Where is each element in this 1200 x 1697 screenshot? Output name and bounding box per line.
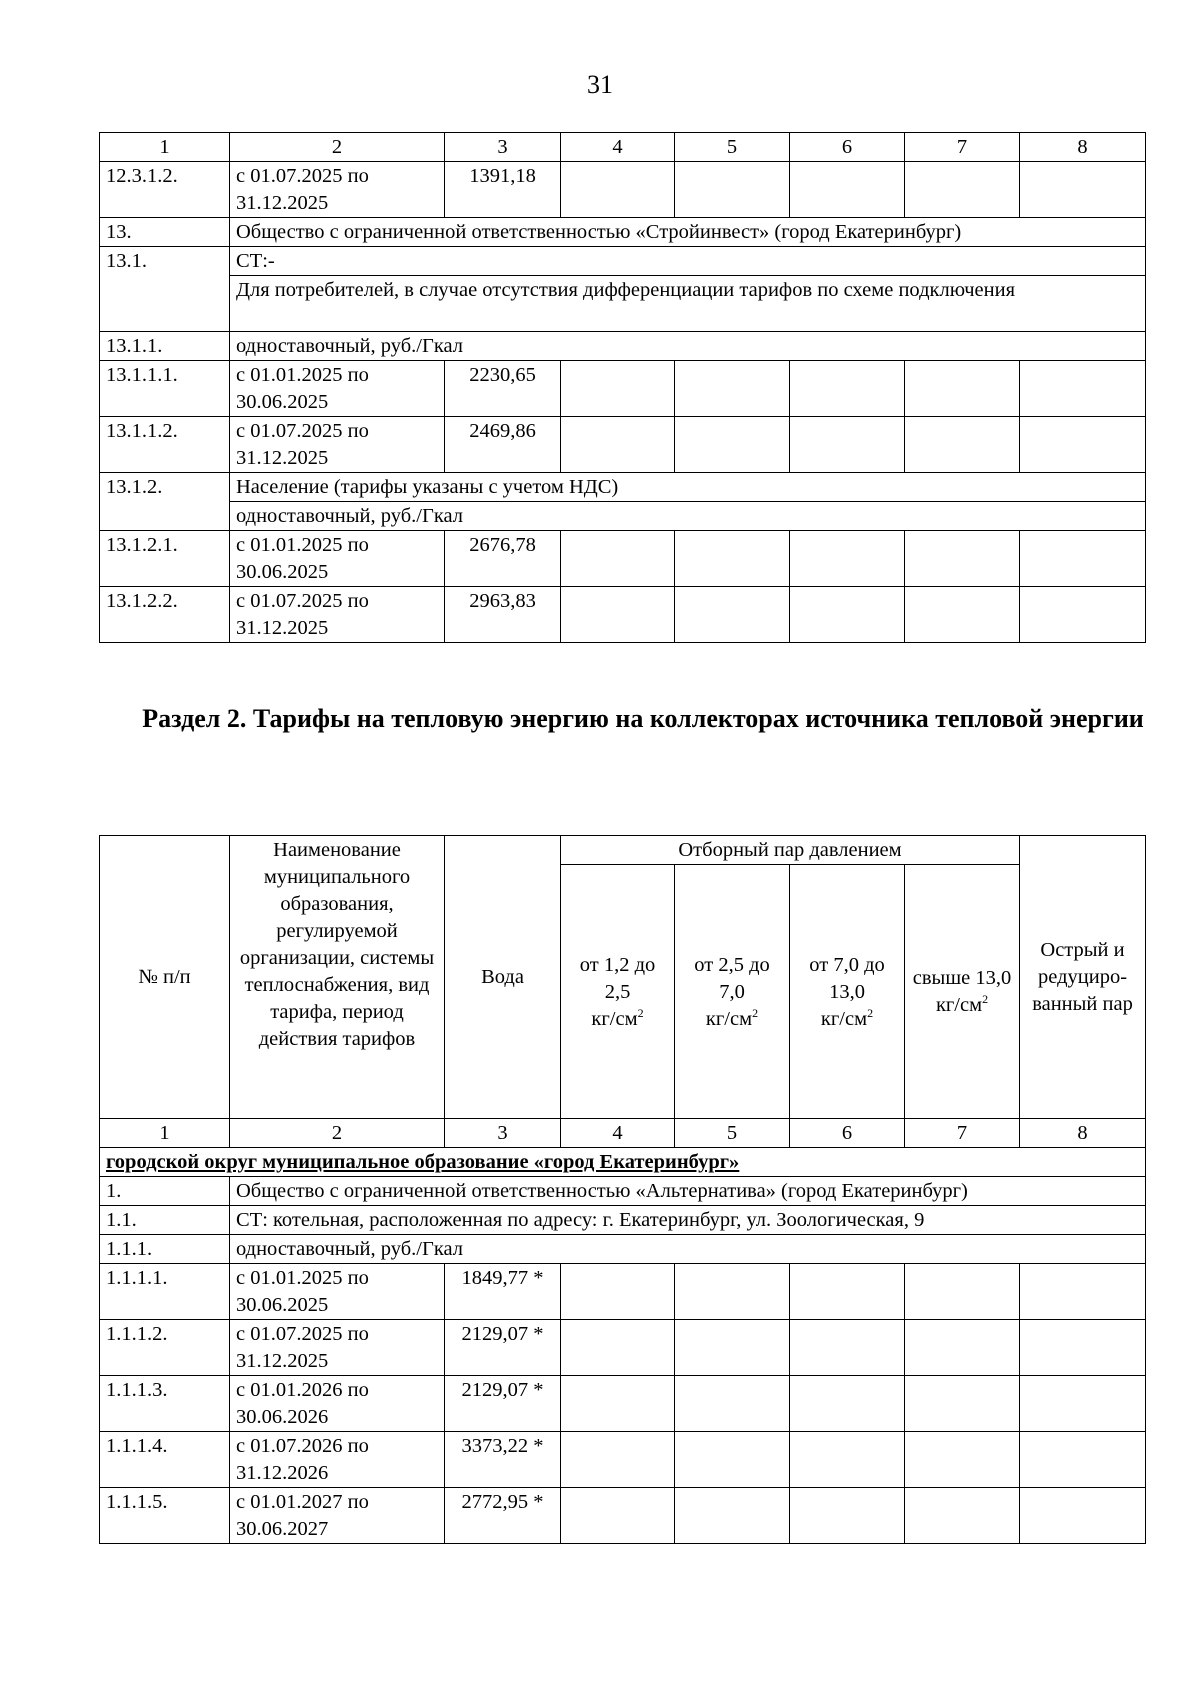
header-row — [100, 836, 1146, 865]
table-row — [100, 1432, 1146, 1488]
empty-cell — [561, 1376, 675, 1432]
collector-tariff-table — [99, 835, 1146, 1544]
table-row — [100, 1235, 1146, 1264]
pressure-range: от 1,2 до 2,5 — [579, 953, 656, 1003]
table-row — [100, 361, 1146, 417]
col-number: 7 — [905, 133, 1020, 162]
empty-cell — [790, 361, 905, 417]
tariff-value: 2963,83 — [445, 587, 561, 643]
col-number: 7 — [905, 1119, 1020, 1148]
consumer-group: Население (тарифы указаны с учетом НДС) — [230, 473, 1146, 502]
empty-cell — [561, 1264, 675, 1320]
empty-cell — [675, 1488, 790, 1544]
organization-name: Общество с ограниченной ответственностью «Стройинвест» (город Екатеринбург) — [230, 218, 1146, 247]
pressure-unit — [681, 1006, 783, 1033]
empty-cell — [675, 162, 790, 218]
empty-cell — [675, 1376, 790, 1432]
empty-cell — [1020, 1432, 1146, 1488]
system-label: СТ: котельная, расположенная по адресу: г. Екатеринбург, ул. Зоологическая, 9 — [230, 1206, 1146, 1235]
table-row — [100, 502, 1146, 531]
municipality-name: городской округ муниципальное образование «город Екатеринбург» — [100, 1148, 1146, 1177]
col-number: 2 — [230, 1119, 445, 1148]
tariff-value: 3373,22 * — [445, 1432, 561, 1488]
table-row — [100, 276, 1146, 332]
table-row — [100, 162, 1146, 218]
col-number: 3 — [445, 133, 561, 162]
empty-cell — [905, 587, 1020, 643]
empty-cell — [561, 361, 675, 417]
tariff-period: с 01.01.2026 по 30.06.2026 — [230, 1376, 445, 1432]
empty-cell — [561, 531, 675, 587]
empty-cell — [675, 587, 790, 643]
empty-cell — [905, 531, 1020, 587]
unit-text: кг/см — [591, 1007, 638, 1030]
page-number: 31 — [587, 70, 613, 99]
table-row — [100, 417, 1146, 473]
empty-cell — [561, 587, 675, 643]
header-pressure-3 — [790, 865, 905, 1119]
header-water: Вода — [445, 836, 561, 1119]
col-number: 3 — [445, 1119, 561, 1148]
empty-cell — [675, 417, 790, 473]
table-row — [100, 1320, 1146, 1376]
header-name: Наименование муниципального образования, регулируемой организации, системы теплоснабжения, вид тарифа, период действия тарифов — [230, 836, 445, 1119]
header-pressure-2 — [675, 865, 790, 1119]
empty-cell — [790, 162, 905, 218]
col-number: 6 — [790, 1119, 905, 1148]
table-row — [100, 473, 1146, 502]
empty-cell — [675, 531, 790, 587]
header-sharp-steam: Острый и редуциро-ванный пар — [1020, 836, 1146, 1119]
tariff-value: 2129,07 * — [445, 1320, 561, 1376]
row-number: 13.1.2.1. — [100, 531, 230, 587]
header-pressure-4 — [905, 865, 1020, 1119]
empty-cell — [905, 1376, 1020, 1432]
section-title: Раздел 2. Тарифы на тепловую энергию на коллекторах источника тепловой энергии — [142, 704, 1144, 733]
table-row — [100, 247, 1146, 276]
empty-cell — [905, 1488, 1020, 1544]
tariff-period: с 01.01.2025 по 30.06.2025 — [230, 531, 445, 587]
empty-cell — [1020, 162, 1146, 218]
empty-cell — [561, 417, 675, 473]
table-row — [100, 332, 1146, 361]
tariff-period: с 01.07.2025 по 31.12.2025 — [230, 1320, 445, 1376]
row-number: 13.1.2. — [100, 473, 230, 531]
tariff-period: с 01.07.2026 по 31.12.2026 — [230, 1432, 445, 1488]
unit-text: кг/см — [705, 1007, 753, 1030]
pressure-range: от 7,0 до 13,0 — [809, 953, 885, 1003]
empty-cell — [1020, 531, 1146, 587]
col-number: 4 — [561, 133, 675, 162]
tariff-value: 2469,86 — [445, 417, 561, 473]
row-number: 12.3.1.2. — [100, 162, 230, 218]
tariff-period: с 01.01.2025 по 30.06.2025 — [230, 361, 445, 417]
empty-cell — [790, 417, 905, 473]
row-number: 1.1.1.1. — [100, 1264, 230, 1320]
empty-cell — [905, 1320, 1020, 1376]
table-row — [100, 1177, 1146, 1206]
tariff-value: 1849,77 * — [445, 1264, 561, 1320]
row-number: 13. — [100, 218, 230, 247]
empty-cell — [1020, 1488, 1146, 1544]
empty-cell — [790, 587, 905, 643]
row-number: 1.1. — [100, 1206, 230, 1235]
col-number: 8 — [1020, 133, 1146, 162]
consumer-group: Для потребителей, в случае отсутствия дифференциации тарифов по схеме подключения — [230, 276, 1146, 332]
empty-cell — [561, 1488, 675, 1544]
empty-cell — [790, 531, 905, 587]
row-number: 1.1.1.5. — [100, 1488, 230, 1544]
header-num: № п/п — [100, 836, 230, 1119]
row-number: 13.1.1. — [100, 332, 230, 361]
tariff-type: одноставочный, руб./Гкал — [230, 502, 1146, 531]
unit-text: кг/см — [820, 1007, 868, 1030]
empty-cell — [675, 1432, 790, 1488]
row-number: 1.1.1.3. — [100, 1376, 230, 1432]
empty-cell — [561, 1320, 675, 1376]
empty-cell — [1020, 417, 1146, 473]
empty-cell — [561, 1432, 675, 1488]
col-number: 5 — [675, 1119, 790, 1148]
col-number: 6 — [790, 133, 905, 162]
row-number: 13.1. — [100, 247, 230, 332]
empty-cell — [1020, 1264, 1146, 1320]
row-number: 13.1.2.2. — [100, 587, 230, 643]
empty-cell — [790, 1432, 905, 1488]
tariff-value: 2230,65 — [445, 361, 561, 417]
empty-cell — [905, 1264, 1020, 1320]
col-number: 5 — [675, 133, 790, 162]
empty-cell — [905, 361, 1020, 417]
region-row — [100, 1148, 1146, 1177]
col-number: 1 — [100, 1119, 230, 1148]
tariff-type: одноставочный, руб./Гкал — [230, 1235, 1146, 1264]
empty-cell — [1020, 361, 1146, 417]
table-row — [100, 531, 1146, 587]
tariff-period: с 01.01.2027 по 30.06.2027 — [230, 1488, 445, 1544]
empty-cell — [1020, 1320, 1146, 1376]
pressure-unit — [911, 992, 1013, 1019]
row-number: 1.1.1.4. — [100, 1432, 230, 1488]
tariff-type: одноставочный, руб./Гкал — [230, 332, 1146, 361]
col-number: 4 — [561, 1119, 675, 1148]
col-number: 8 — [1020, 1119, 1146, 1148]
empty-cell — [905, 1432, 1020, 1488]
row-number: 1.1.1. — [100, 1235, 230, 1264]
header-steam-group: Отборный пар давлением — [561, 836, 1020, 865]
table-row — [100, 218, 1146, 247]
header-pressure-1 — [561, 865, 675, 1119]
tariff-value: 2129,07 * — [445, 1376, 561, 1432]
empty-cell — [790, 1264, 905, 1320]
empty-cell — [1020, 587, 1146, 643]
column-number-row — [100, 1119, 1146, 1148]
empty-cell — [905, 417, 1020, 473]
tariff-period: с 01.01.2025 по 30.06.2025 — [230, 1264, 445, 1320]
pressure-range: свыше 13,0 — [912, 967, 1012, 989]
row-number: 1. — [100, 1177, 230, 1206]
unit-sup: 2 — [867, 1005, 874, 1020]
table-row — [100, 1264, 1146, 1320]
column-number-row — [100, 133, 1146, 162]
empty-cell — [1020, 1376, 1146, 1432]
row-number: 1.1.1.2. — [100, 1320, 230, 1376]
col-number: 2 — [230, 133, 445, 162]
tariff-value: 1391,18 — [445, 162, 561, 218]
empty-cell — [675, 1320, 790, 1376]
row-number: 13.1.1.2. — [100, 417, 230, 473]
empty-cell — [561, 162, 675, 218]
unit-sup: 2 — [752, 1005, 759, 1020]
table-row — [100, 1206, 1146, 1235]
tariff-table-continuation — [99, 132, 1146, 643]
system-label: СТ:- — [230, 247, 1146, 276]
row-number: 13.1.1.1. — [100, 361, 230, 417]
tariff-period: с 01.07.2025 по 31.12.2025 — [230, 417, 445, 473]
pressure-unit — [796, 1006, 898, 1033]
tariff-period: с 01.07.2025 по 31.12.2025 — [230, 162, 445, 218]
tariff-period: с 01.07.2025 по 31.12.2025 — [230, 587, 445, 643]
empty-cell — [790, 1488, 905, 1544]
pressure-unit — [567, 1006, 668, 1033]
tariff-value: 2676,78 — [445, 531, 561, 587]
tariff-value: 2772,95 * — [445, 1488, 561, 1544]
table-row — [100, 1488, 1146, 1544]
pressure-range: от 2,5 до 7,0 — [694, 953, 770, 1003]
organization-name: Общество с ограниченной ответственностью «Альтернатива» (город Екатеринбург) — [230, 1177, 1146, 1206]
unit-sup: 2 — [982, 992, 989, 1007]
unit-text: кг/см — [935, 994, 983, 1016]
table-row — [100, 1376, 1146, 1432]
empty-cell — [905, 162, 1020, 218]
empty-cell — [790, 1320, 905, 1376]
unit-sup: 2 — [637, 1005, 644, 1020]
empty-cell — [675, 1264, 790, 1320]
empty-cell — [675, 361, 790, 417]
empty-cell — [790, 1376, 905, 1432]
col-number: 1 — [100, 133, 230, 162]
table-row — [100, 587, 1146, 643]
